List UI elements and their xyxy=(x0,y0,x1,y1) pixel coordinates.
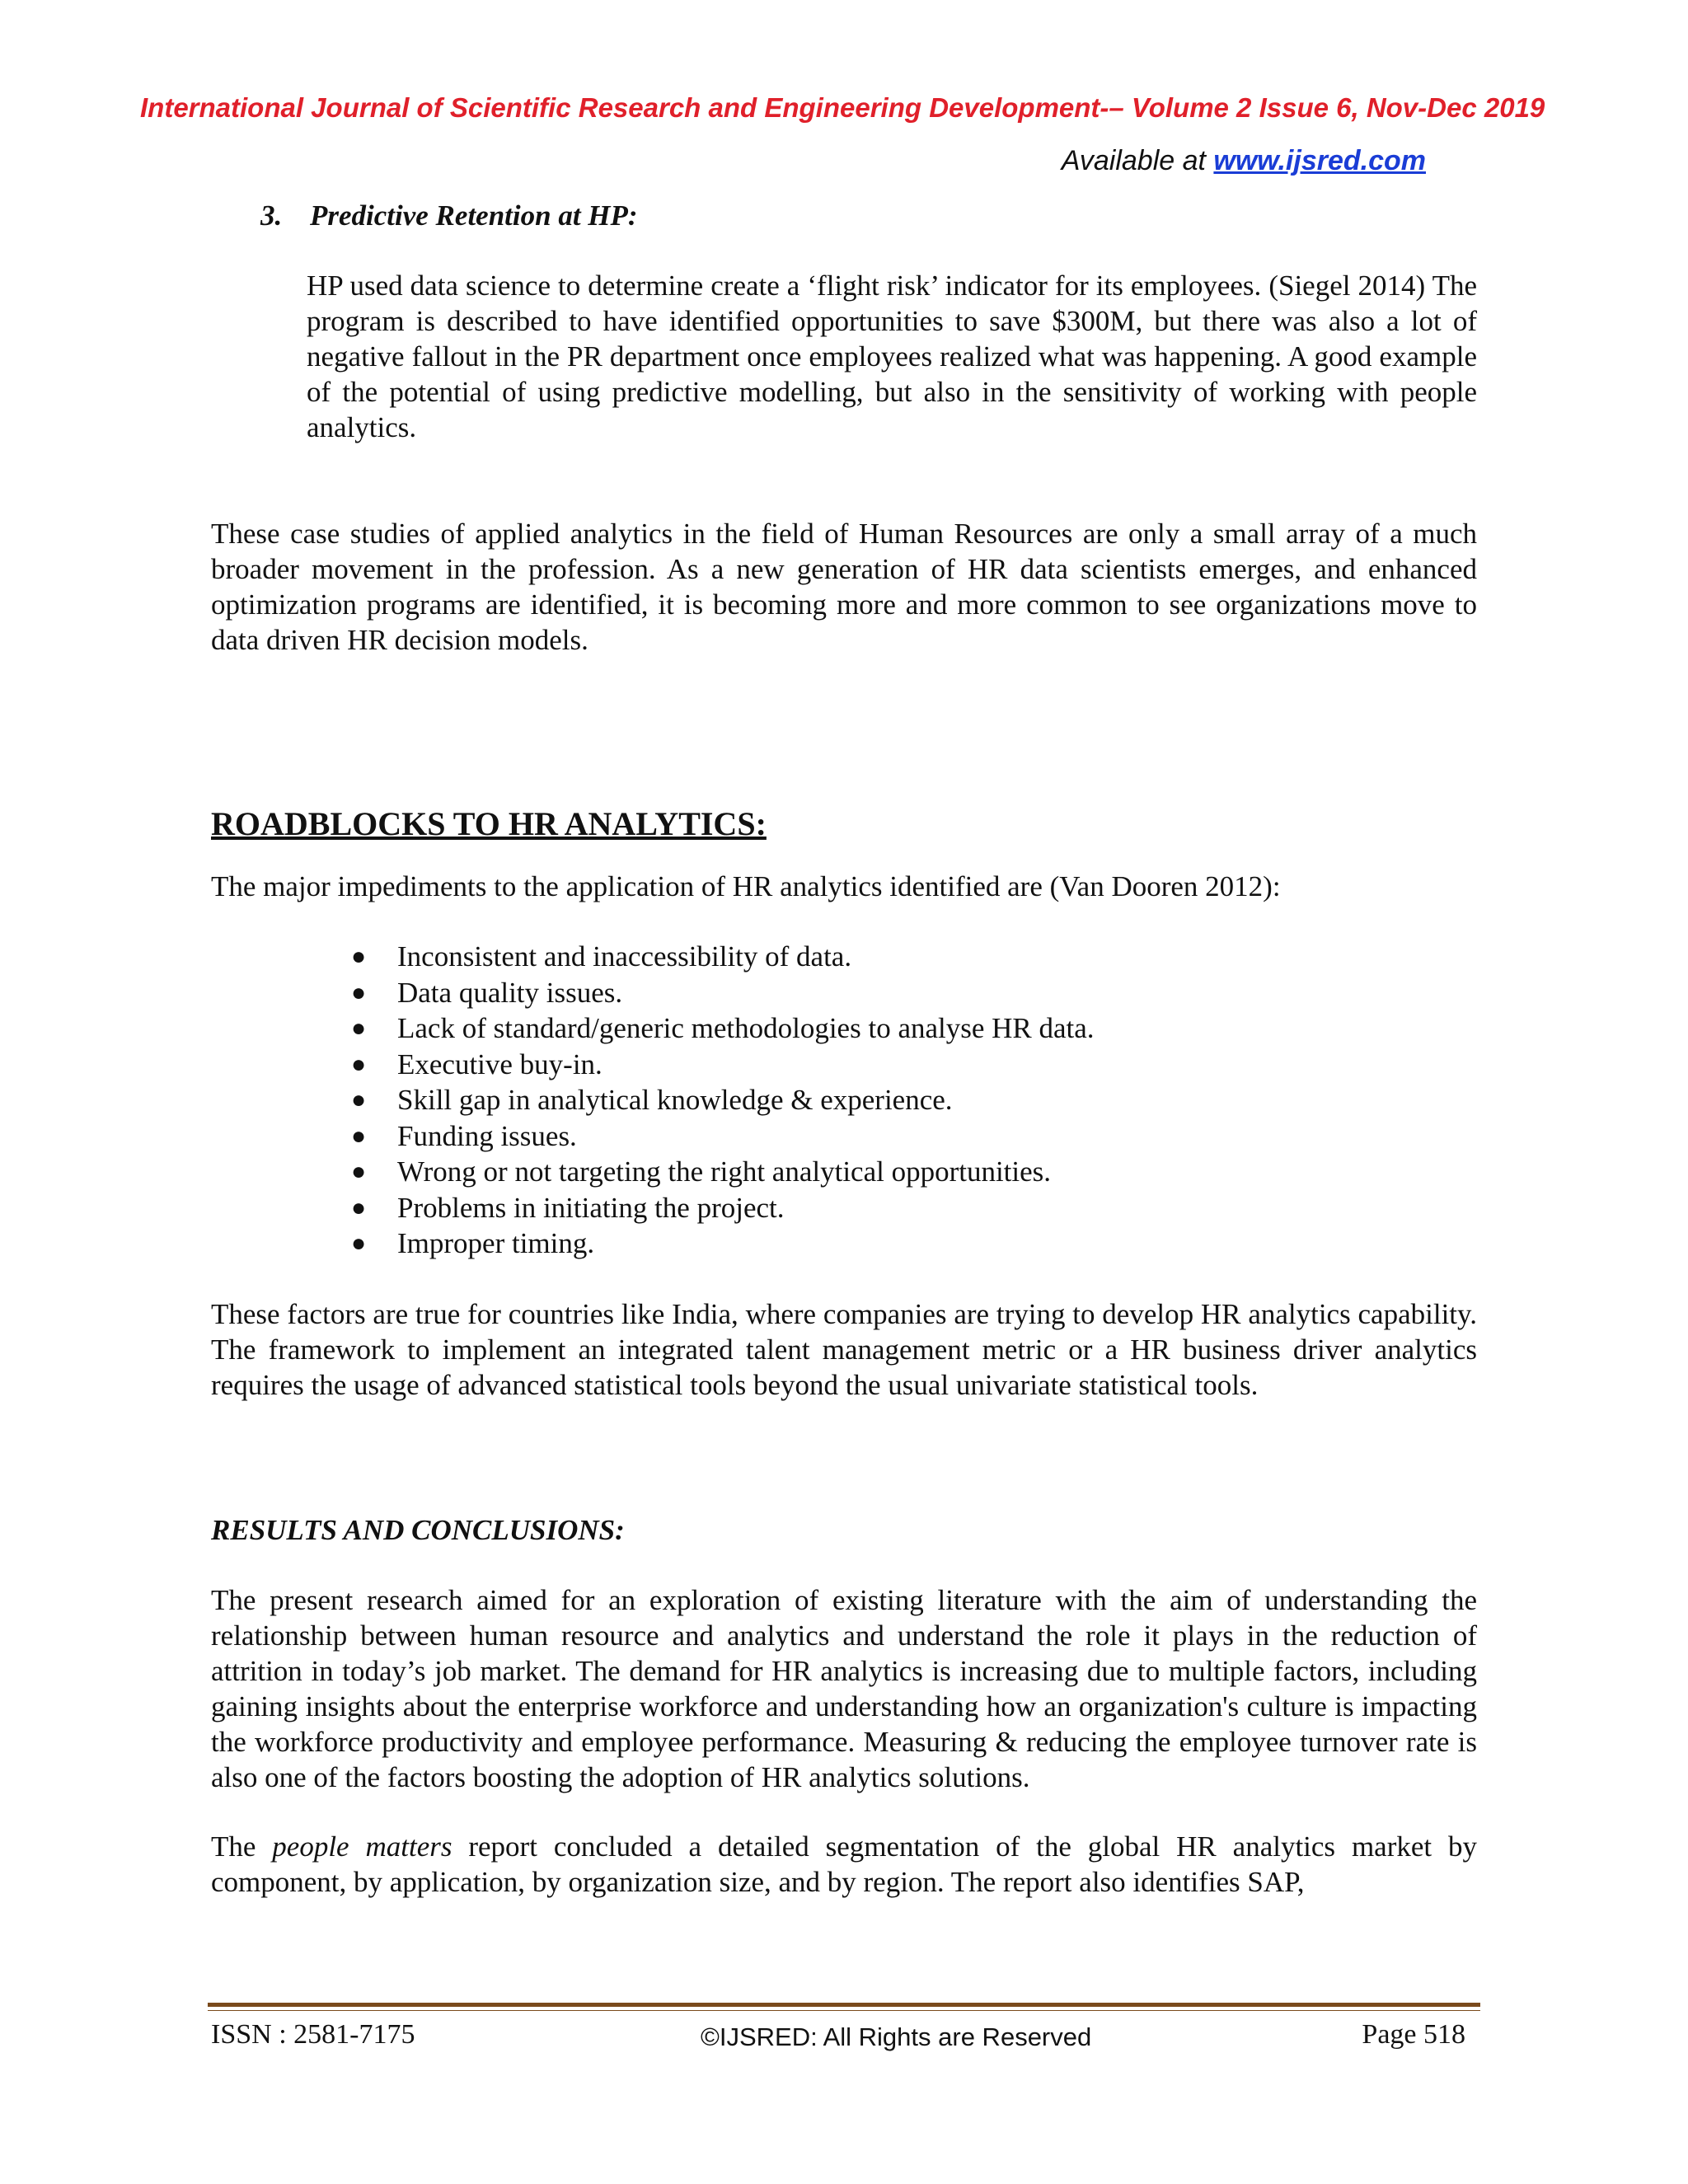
bullet-icon: ● xyxy=(351,1050,367,1078)
case-studies-paragraph: These case studies of applied analytics in the field of Human Resources are only a small array of a much broader movement in the profession. As a new generation of HR data scientists emerges, and enhanced optimization programs are identified, it is becoming more and more common to see organizations move to data driven HR decision models. xyxy=(211,518,1477,656)
bullet-icon: ● xyxy=(351,978,367,1006)
bullet-icon: ● xyxy=(351,943,367,970)
roadblock-item-text: Funding issues. xyxy=(397,1119,577,1152)
roadblock-list-item xyxy=(351,1010,1477,1047)
footer-page-number: Page 518 xyxy=(1362,2019,1465,2050)
bullet-icon: ● xyxy=(351,1193,367,1221)
bullet-icon: ● xyxy=(351,1086,367,1113)
roadblocks-list xyxy=(211,939,1477,1262)
footer-rule-thin xyxy=(208,2010,1480,2011)
roadblocks-heading: ROADBLOCKS TO HR ANALYTICS: xyxy=(211,805,767,842)
results-paragraph-2-lead: The xyxy=(211,1830,273,1863)
roadblocks-closing-paragraph: These factors are true for countries like India, where companies are trying to develop HR analytics capability. The framework to implement an integrated talent management metric or a HR business driver analytics requires the usage of advanced statistical tools beyond the usual univariate statistical tools. xyxy=(211,1297,1477,1401)
bullet-icon: ● xyxy=(351,1122,367,1150)
roadblock-list-item xyxy=(351,1226,1477,1262)
roadblock-item-text: Data quality issues. xyxy=(397,976,623,1009)
available-prefix: Available at xyxy=(1061,145,1214,176)
roadblock-list-item xyxy=(351,1118,1477,1155)
roadblock-item-text: Wrong or not targeting the right analytical opportunities. xyxy=(397,1155,1052,1188)
roadblock-list-item xyxy=(351,1190,1477,1226)
journal-website-link[interactable]: www.ijsred.com xyxy=(1213,145,1426,176)
results-heading: RESULTS AND CONCLUSIONS: xyxy=(211,1513,625,1546)
bullet-icon: ● xyxy=(351,1015,367,1042)
results-paragraph-2-rest: report concluded a detailed segmentation of the global HR analytics market by component, by application, by organization size, and by region. The report also identifies SAP, xyxy=(211,1830,1477,1898)
bullet-icon: ● xyxy=(351,1230,367,1257)
section-3-title: Predictive Retention at HP: xyxy=(310,199,638,232)
roadblock-item-text: Inconsistent and inaccessibility of data. xyxy=(397,940,852,972)
roadblocks-intro: The major impediments to the application of HR analytics identified are (Van Dooren 2012): xyxy=(211,870,1281,902)
roadblock-item-text: Problems in initiating the project. xyxy=(397,1191,785,1224)
journal-header: International Journal of Scientific Research and Engineering Development-– Volume 2 Issue 6, Nov-Dec 2019 xyxy=(140,92,1545,123)
footer-copyright: ©IJSRED: All Rights are Reserved xyxy=(701,2022,1092,2051)
section-3-number: 3. xyxy=(260,199,283,232)
people-matters-title: people matters xyxy=(272,1830,452,1863)
available-at-line xyxy=(1062,145,1426,177)
footer-issn: ISSN : 2581-7175 xyxy=(211,2019,415,2050)
bullet-icon: ● xyxy=(351,1158,367,1185)
roadblock-item-text: Executive buy-in. xyxy=(397,1047,603,1080)
section-3-heading xyxy=(260,198,1477,233)
roadblock-list-item xyxy=(351,1082,1477,1118)
page-content xyxy=(211,198,1477,1900)
roadblock-item-text: Skill gap in analytical knowledge & experience. xyxy=(397,1084,953,1116)
results-paragraph-2 xyxy=(211,1829,1477,1900)
roadblock-list-item xyxy=(351,975,1477,1011)
roadblock-item-text: Improper timing. xyxy=(397,1227,595,1259)
results-paragraph-1: The present research aimed for an exploration of existing literature with the aim of understanding the relationship between human resource and analytics and understand the role it plays in the reduction of attrition in today’s job market. The demand for HR analytics is increasing due to multiple factors, including gaining insights about the enterprise workforce and understanding how an organization's culture is impacting the workforce productivity and employee performance. Measuring & reducing the employee turnover rate is also one of the factors boosting the adoption of HR analytics solutions. xyxy=(211,1583,1477,1793)
roadblock-item-text: Lack of standard/generic methodologies to analyse HR data. xyxy=(397,1012,1095,1044)
footer-rule xyxy=(208,2003,1480,2007)
roadblock-list-item xyxy=(351,939,1477,975)
roadblock-list-item xyxy=(351,1047,1477,1083)
roadblock-list-item xyxy=(351,1154,1477,1190)
section-3-paragraph: HP used data science to determine create a ‘flight risk’ indicator for its employees. (Siegel 2014) The program is described to have identified opportunities to save $300M, but there was also a lot of negative fallout in the PR department once employees realized what was happening. A good example of the potential of using predictive modelling, but also in the sensitivity of working with people analytics. xyxy=(307,269,1477,443)
